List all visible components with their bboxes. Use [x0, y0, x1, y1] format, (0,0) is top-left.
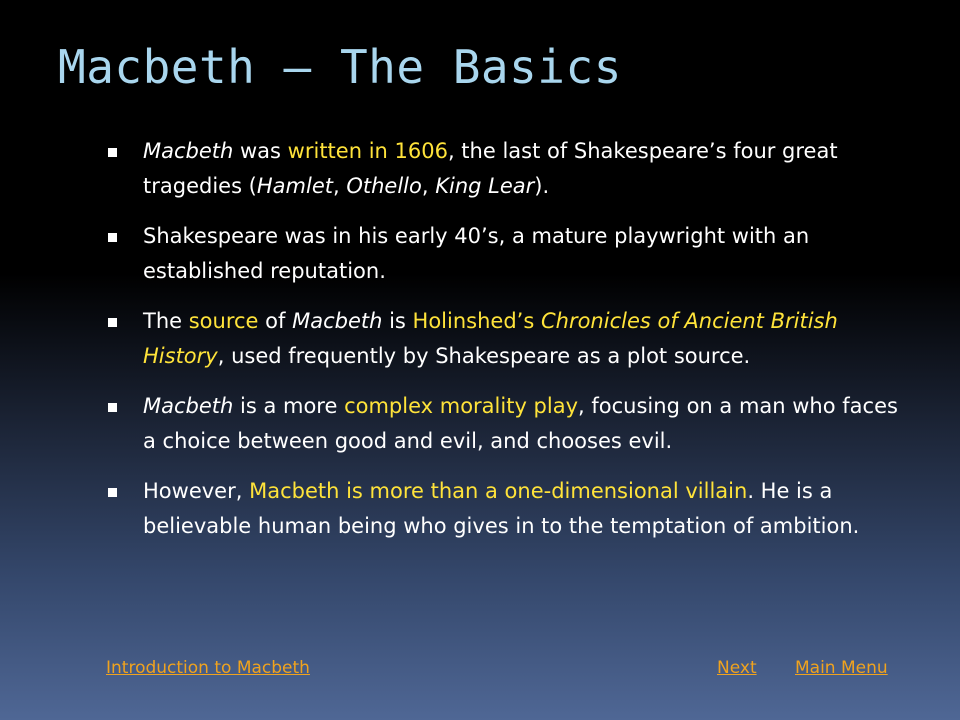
bullet-text: ).	[534, 174, 550, 198]
next-link[interactable]: Next	[717, 658, 757, 678]
bullet-text: , used frequently by Shakespeare as a plot source.	[217, 344, 751, 368]
bullet-text: , the last of Shakespeare’s four great tragedies (	[143, 139, 838, 198]
highlight-text: complex morality play	[344, 394, 579, 418]
play-title: Macbeth	[143, 139, 234, 163]
highlight-text: Holinshed’s	[412, 309, 541, 333]
play-title: King Lear	[435, 174, 535, 198]
bullet-text: of	[258, 309, 293, 333]
highlight-text: Macbeth is more than a one-dimensional villain	[249, 479, 748, 503]
slide-title: Macbeth – The Basics	[58, 40, 622, 94]
bullet-item-villain	[104, 474, 904, 544]
bullet-text: . He is a believable human being who gives in to the temptation of ambition.	[143, 479, 860, 538]
main-menu-link[interactable]: Main Menu	[795, 658, 888, 678]
bullet-text: was	[233, 139, 288, 163]
square-bullet-icon	[108, 488, 117, 497]
square-bullet-icon	[108, 233, 117, 242]
bullet-item-age	[104, 219, 904, 289]
bullet-text: The	[143, 309, 189, 333]
highlight-text: written in 1606	[287, 139, 448, 163]
bullet-item-morality	[104, 389, 904, 459]
book-title: Chronicles of Ancient British History	[143, 309, 838, 368]
play-title: Macbeth	[292, 309, 383, 333]
bullet-list	[104, 134, 904, 559]
bullet-text: is	[382, 309, 413, 333]
square-bullet-icon	[108, 403, 117, 412]
highlight-text: source	[188, 309, 259, 333]
bullet-item-written	[104, 134, 904, 204]
bullet-text: ,	[421, 174, 436, 198]
play-title: Othello	[346, 174, 422, 198]
bullet-text: ,	[333, 174, 347, 198]
bullet-text: , focusing on a man who faces a choice between good and evil, and chooses evil.	[143, 394, 898, 453]
bullet-text: However,	[143, 479, 250, 503]
bullet-text: is a more	[233, 394, 345, 418]
play-title: Macbeth	[143, 394, 234, 418]
play-title: Hamlet	[256, 174, 333, 198]
square-bullet-icon	[108, 318, 117, 327]
square-bullet-icon	[108, 148, 117, 157]
bullet-item-source	[104, 304, 904, 374]
introduction-link[interactable]: Introduction to Macbeth	[106, 658, 310, 678]
bullet-text: Shakespeare was in his early 40’s, a mature playwright with an established reputation.	[143, 224, 810, 283]
